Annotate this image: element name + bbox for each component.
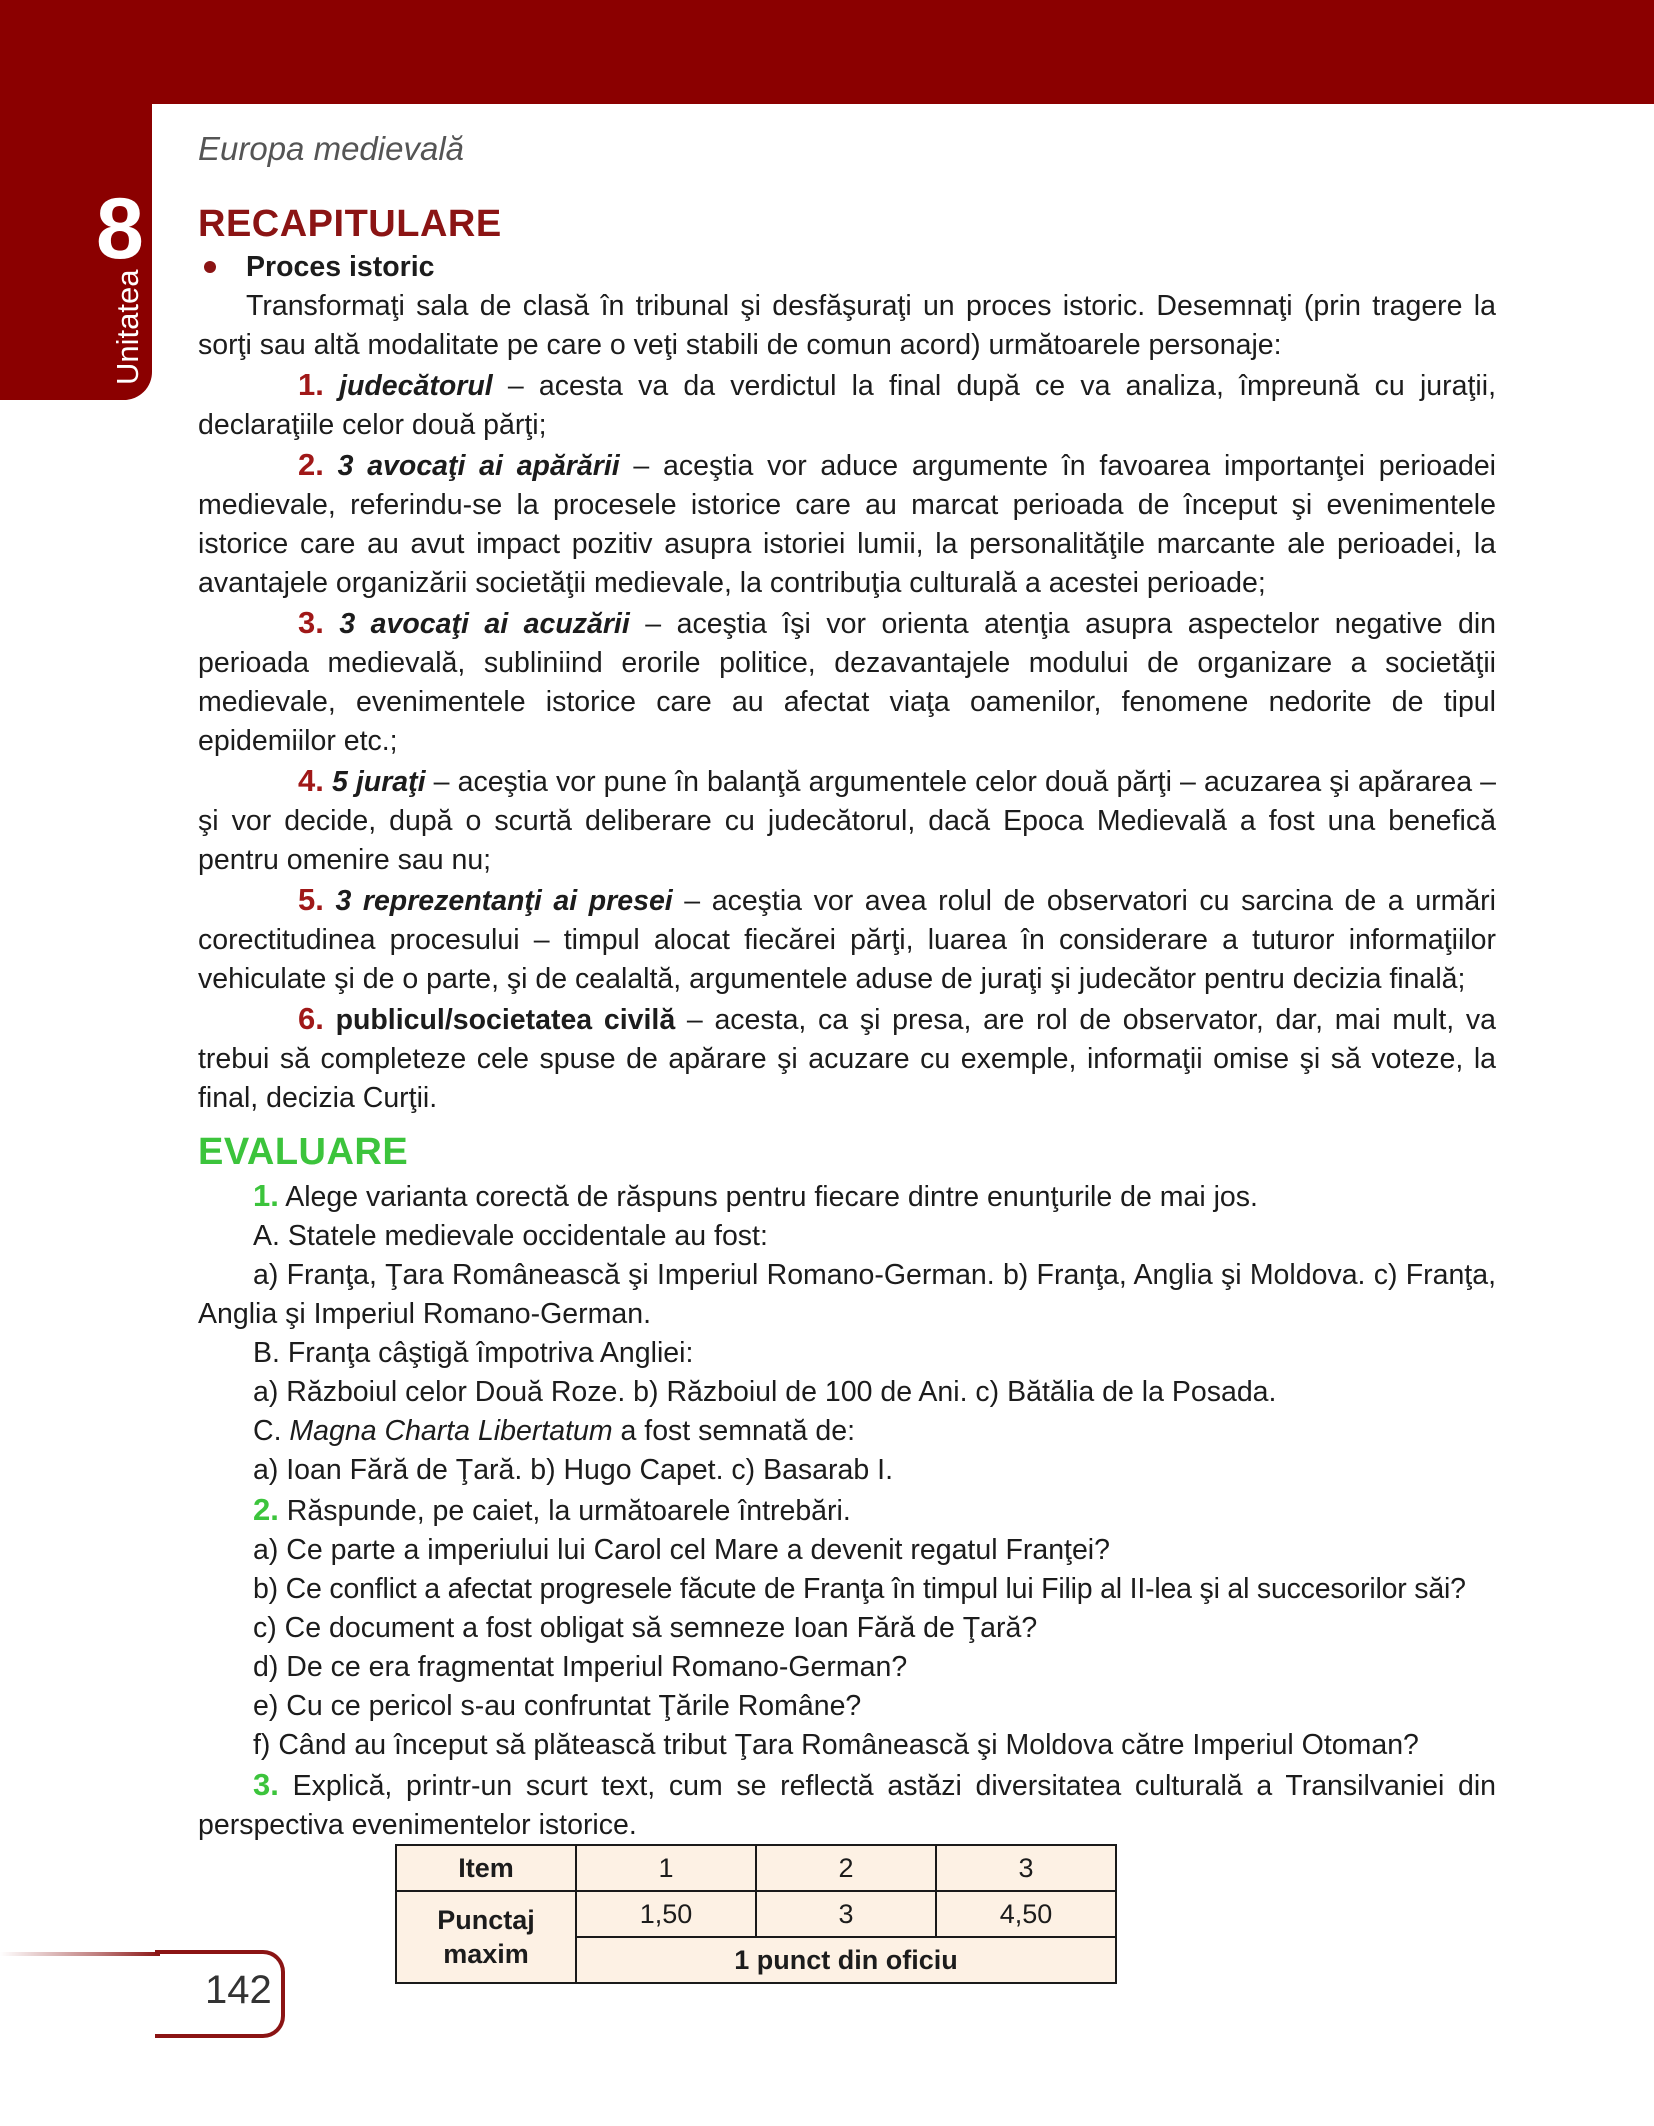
recap-intro: Transformaţi sala de clasă în tribunal şi desfăşuraţi un proces istoric. Desemnaţi (prin tragere la sorţi sau altă modalitate pe care o veţi stabili de comun acord) următoarele personaje:	[198, 290, 1496, 361]
question-2-item: a) Ce parte a imperiului lui Carol cel Mare a devenit regatul Franţei?	[253, 1534, 1110, 1566]
recap-item-6: 6. publicul/societatea civilă – acesta, ca şi presa, are rol de observator, dar, mai mult, va trebui să completeze cele spuse de apărare şi acuzare cu exemple, informaţii omise şi să voteze, la final, decizia Curţii.	[198, 1001, 1496, 1114]
question-1c-stem: C. Magna Charta Libertatum a fost semnată de:	[253, 1415, 855, 1447]
question-3: 3. Explică, printr-un scurt text, cum se reflectă astăzi diversitatea culturală a Transilvaniei din perspectiva evenimentelor istorice.	[198, 1767, 1497, 1841]
question-1b-stem: B. Franţa câştigă împotriva Angliei:	[253, 1337, 694, 1369]
question-2-item: d) De ce era fragmentat Imperiul Romano-German?	[253, 1651, 908, 1683]
question-2: 2. Răspunde, pe caiet, la următoarele întrebări.	[253, 1492, 851, 1527]
question-2-item: b) Ce conflict a afectat progresele făcute de Franţa în timpul lui Filip al II-lea şi al succesorilor săi?	[253, 1573, 1466, 1605]
recap-heading: RECAPITULARE	[198, 203, 502, 245]
question-2-item: c) Ce document a fost obligat să semneze Ioan Fără de Ţară?	[253, 1612, 1038, 1644]
recap-subtitle-row	[198, 248, 1496, 287]
page-content	[198, 200, 1496, 1845]
page-number-rule	[0, 1952, 160, 1956]
points-header: Punctaj maxim	[396, 1891, 576, 1983]
recap-item-1: 1. judecătorul – acesta va da verdictul la final după ce va analiza, împreună cu juraţii, declaraţiile celor două părţi;	[198, 367, 1496, 441]
question-2-item: f) Când au început să plătească tribut Ţara Românească şi Moldova către Imperiul Otoman?	[253, 1729, 1419, 1761]
question-1: 1. Alege varianta corectă de răspuns pentru fiecare dintre enunţurile de mai jos.	[253, 1178, 1258, 1213]
item-cell: 2	[756, 1845, 936, 1891]
question-1b-options: a) Războiul celor Două Roze. b) Războiul de 100 de Ani. c) Bătălia de la Posada.	[253, 1376, 1277, 1408]
question-2-item: e) Cu ce pericol s-au confruntat Ţările Române?	[253, 1690, 862, 1722]
bullet-icon	[204, 261, 216, 273]
score-table	[395, 1844, 1117, 1984]
recap-item-3: 3. 3 avocaţi ai acuzării – aceştia îşi vor orienta atenţia asupra aspectelor negative din perioada medievală, subliniind erorile politice, dezavantajele modului de organizare a societăţii medievale, evenimentele istorice care au afectat viaţa oamenilor, fenomene nedorite de tipul epidemiilor etc.;	[198, 605, 1496, 757]
recap-item-5: 5. 3 reprezentanţi ai presei – aceştia vor avea rolul de observatori cu sarcina de a urmări corectitudinea procesului – timpul alocat fiecărei părţi, luarea în considerare a tuturor informaţiilor vehiculate şi de o parte, şi de cealaltă, argumentele aduse de juraţi şi judecător pentru decizia finală;	[198, 882, 1496, 995]
recap-item-4: 4. 5 juraţi – aceştia vor pune în balanţă argumentele celor două părţi – acuzarea şi apărarea – şi vor decide, după o scurtă deliberare cu judecătorul, dacă Epoca Medievală a fost una benefică pentru omenire sau nu;	[198, 763, 1496, 876]
unit-number: 8	[96, 181, 144, 277]
chapter-title: Europa medievală	[198, 130, 464, 167]
unit-label: Unitatea	[110, 269, 145, 385]
evaluation-heading: EVALUARE	[198, 1131, 409, 1173]
recap-item-2: 2. 3 avocaţi ai apărării – aceştia vor aduce argumente în favoarea importanţei perioadei medievale, referindu-se la procesele istorice care au marcat perioada de început şi evenimentele istorice care au avut impact pozitiv asupra istoriei lumii, la personalităţile marcante ale perioadei, la avantajele organizării societăţii medievale, la contribuţia culturală a acestei perioade;	[198, 447, 1497, 599]
item-header: Item	[396, 1845, 576, 1891]
unit-tab	[0, 0, 152, 400]
points-cell: 4,50	[936, 1891, 1116, 1937]
bonus-cell: 1 punct din oficiu	[576, 1937, 1116, 1983]
item-cell: 1	[576, 1845, 756, 1891]
question-1a-stem: A. Statele medievale occidentale au fost:	[253, 1220, 768, 1252]
question-1a-options: a) Franţa, Ţara Românească şi Imperiul Romano-German. b) Franţa, Anglia şi Moldova. c) Franţa, Anglia şi Imperiul Romano-German.	[198, 1259, 1496, 1330]
question-1c-options: a) Ioan Fără de Ţară. b) Hugo Capet. c) Basarab I.	[253, 1454, 893, 1486]
item-cell: 3	[936, 1845, 1116, 1891]
table-row	[396, 1845, 1116, 1891]
points-cell: 3	[756, 1891, 936, 1937]
top-banner	[0, 0, 1654, 104]
recap-subtitle: Proces istoric	[246, 251, 435, 283]
points-cell: 1,50	[576, 1891, 756, 1937]
table-row	[396, 1891, 1116, 1937]
page-number: 142	[205, 1968, 272, 2012]
